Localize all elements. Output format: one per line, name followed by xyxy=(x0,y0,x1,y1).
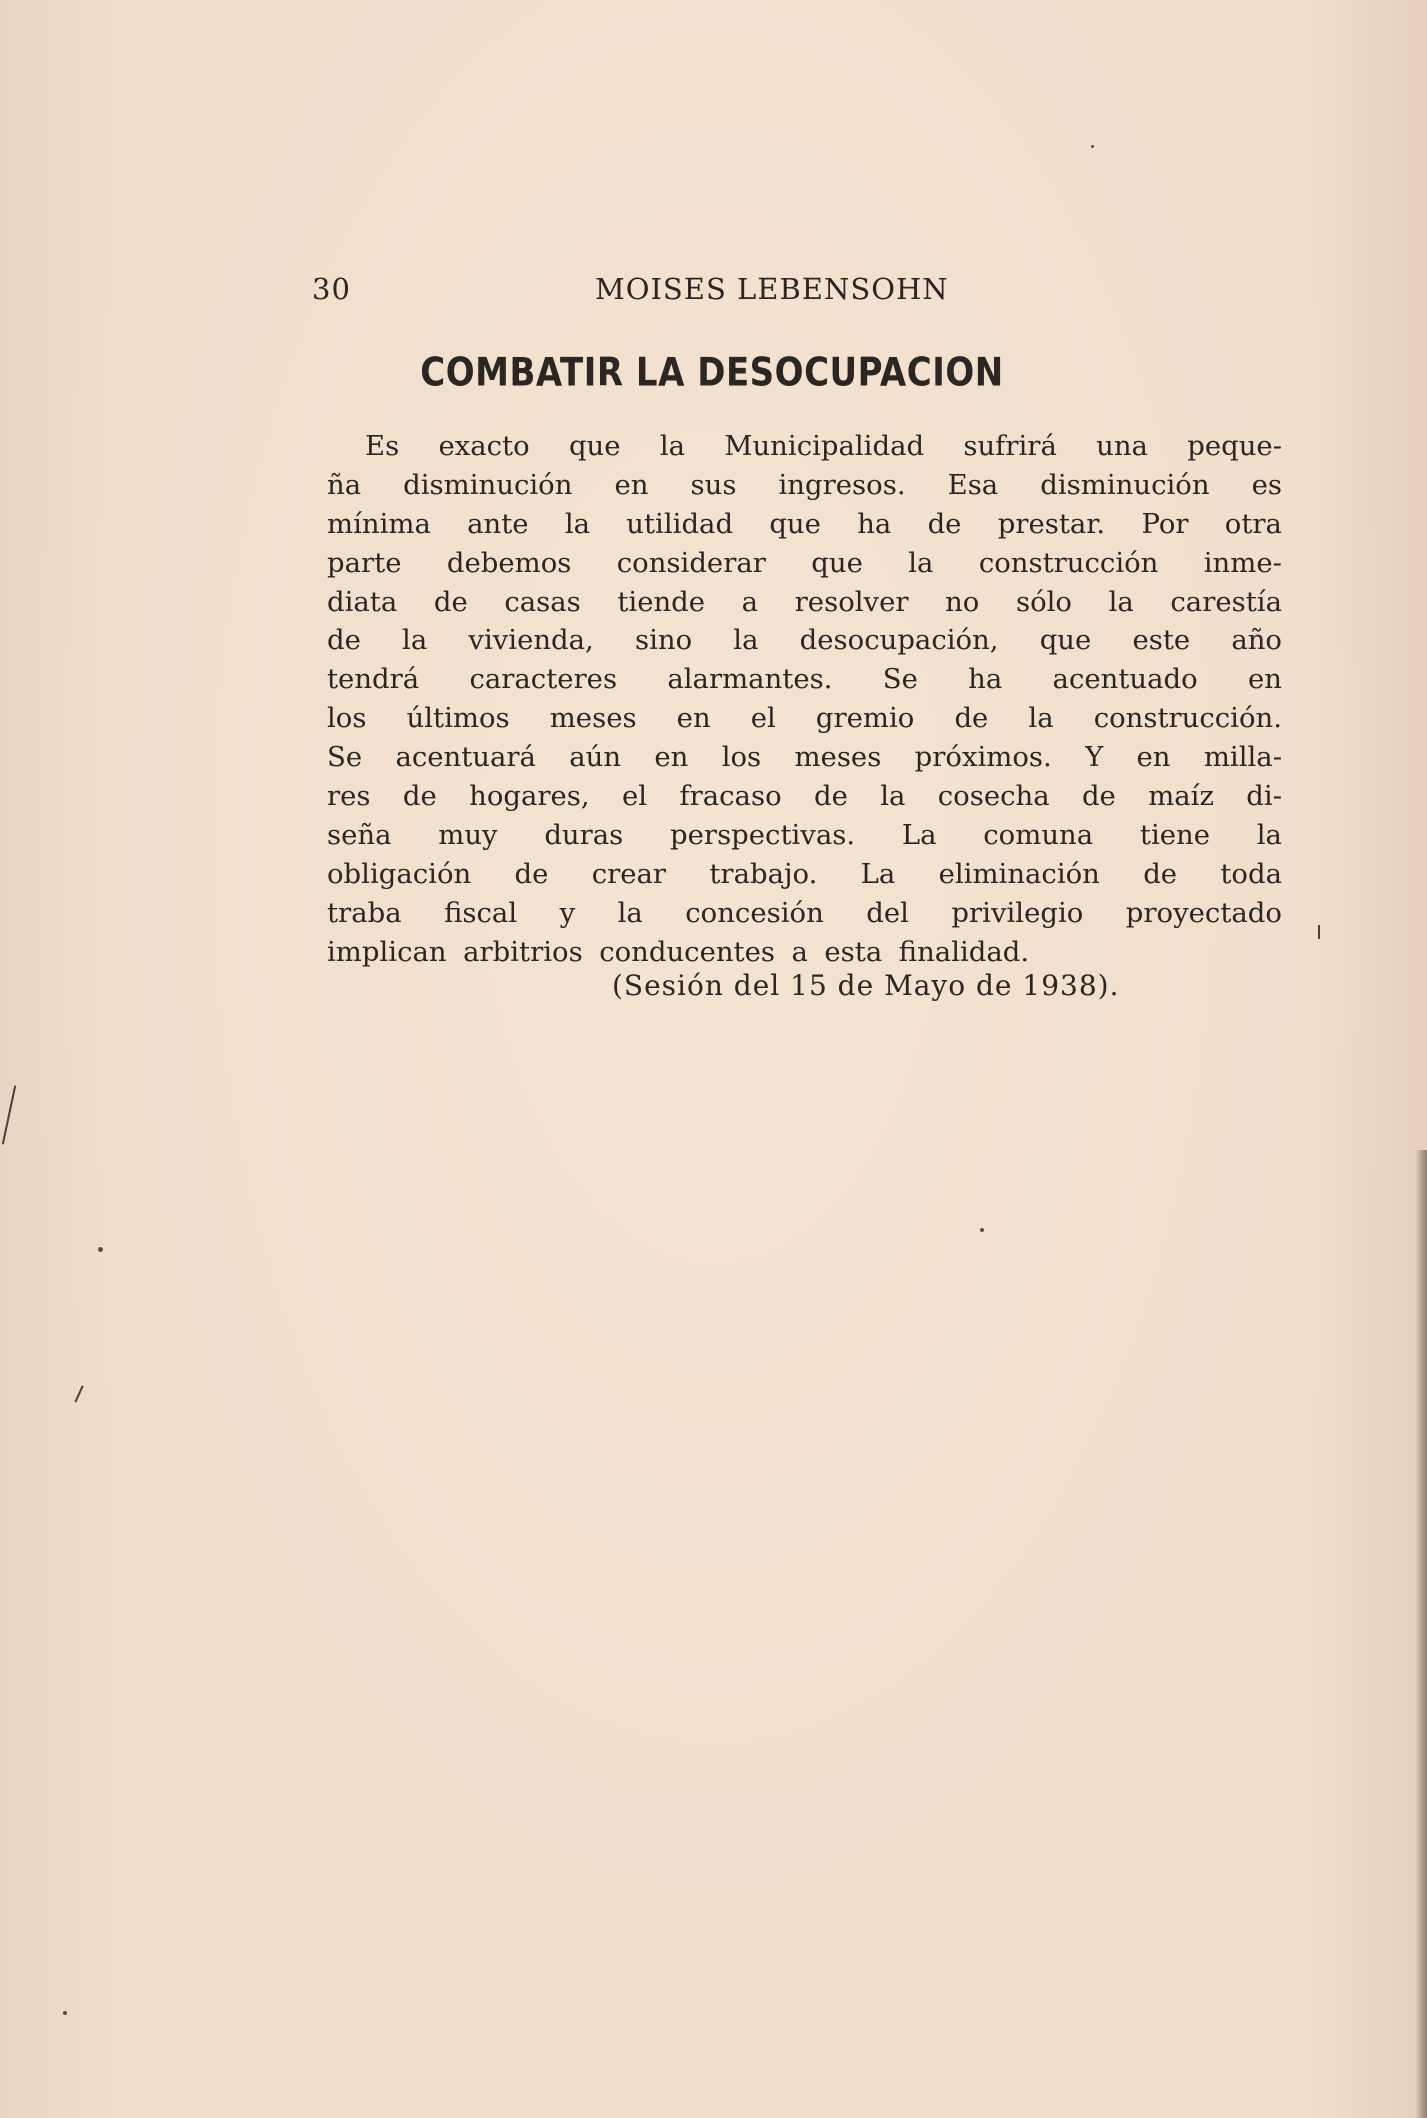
word: inme- xyxy=(1203,546,1282,579)
word: es xyxy=(1251,468,1282,501)
word: desocupación, xyxy=(799,624,999,657)
paragraph-line xyxy=(327,816,1282,855)
word: Se xyxy=(882,663,918,696)
word: traba xyxy=(327,896,402,929)
word: en xyxy=(676,702,711,735)
word: fracaso xyxy=(679,780,782,813)
word: Es xyxy=(365,430,400,462)
word: acentuará xyxy=(395,741,536,774)
word: peque- xyxy=(1187,430,1282,462)
word: Esa xyxy=(947,468,999,501)
paper-speck xyxy=(98,1247,103,1252)
running-head-author: MOISES LEBENSOHN xyxy=(595,272,949,306)
section-title: COMBATIR LA DESOCUPACION xyxy=(420,350,1004,396)
word: la xyxy=(733,624,759,657)
word: perspectivas. xyxy=(670,818,856,851)
word: Municipalidad xyxy=(724,430,925,462)
word: acentuado xyxy=(1052,663,1198,696)
word: resolver xyxy=(794,585,909,618)
word: maíz xyxy=(1148,780,1214,813)
word: ha xyxy=(857,507,892,540)
word: de xyxy=(514,857,549,890)
word: milla- xyxy=(1203,741,1282,774)
word: año xyxy=(1231,624,1282,657)
word: La xyxy=(901,818,937,851)
word: carestía xyxy=(1170,585,1282,618)
word: concesión xyxy=(685,896,824,929)
word: seña xyxy=(327,818,392,851)
paragraph-line xyxy=(327,505,1282,544)
word: en xyxy=(1247,663,1282,696)
word: de xyxy=(1081,780,1116,813)
word: de xyxy=(327,624,361,657)
word: di- xyxy=(1246,780,1282,813)
word: sus xyxy=(690,468,737,501)
word: vivienda, xyxy=(468,624,594,657)
word: cosecha xyxy=(937,780,1050,813)
word: la xyxy=(880,780,906,813)
word: diata xyxy=(327,585,398,618)
page-edge-shadow xyxy=(1415,1150,1427,2118)
word: mínima xyxy=(327,507,431,540)
word: la xyxy=(1256,818,1282,851)
paper-speck xyxy=(63,2011,67,2015)
word: de xyxy=(927,507,962,540)
page-number: 30 xyxy=(312,272,351,306)
word: sólo xyxy=(1015,585,1072,618)
margin-pencil-mark xyxy=(1318,925,1320,939)
word: privilegio xyxy=(951,896,1084,929)
word: implican xyxy=(327,935,447,968)
word: a xyxy=(741,585,759,618)
word: crear xyxy=(591,857,667,890)
word: la xyxy=(1028,702,1054,735)
margin-pencil-mark xyxy=(2,1085,16,1144)
word: esta xyxy=(824,935,883,968)
paragraph-line xyxy=(327,738,1282,777)
word: en xyxy=(1136,741,1171,774)
word: meses xyxy=(794,741,882,774)
margin-pencil-mark xyxy=(74,1385,83,1402)
paragraph-line xyxy=(327,933,1282,972)
word: construcción. xyxy=(1093,702,1282,735)
word: Se xyxy=(327,741,363,774)
word: ña xyxy=(327,468,362,501)
word: disminución xyxy=(1040,468,1210,501)
word: la xyxy=(402,624,428,657)
word: los xyxy=(327,702,367,735)
word: gremio xyxy=(815,702,915,735)
word: finalidad. xyxy=(898,935,1030,968)
word: la xyxy=(908,546,934,579)
word: que xyxy=(811,546,863,579)
paragraph-line xyxy=(327,660,1282,699)
paragraph-line xyxy=(327,427,1282,466)
word: tiene xyxy=(1139,818,1210,851)
word: del xyxy=(866,896,909,929)
word: este xyxy=(1132,624,1191,657)
word: en xyxy=(614,468,649,501)
word: considerar xyxy=(616,546,766,579)
paragraph-line xyxy=(327,583,1282,622)
word: construcción xyxy=(978,546,1159,579)
word: alarmantes. xyxy=(667,663,833,696)
word: hogares, xyxy=(469,780,590,813)
word: conducentes xyxy=(599,935,775,968)
word: toda xyxy=(1220,857,1282,890)
word: en xyxy=(654,741,689,774)
word: ingresos. xyxy=(778,468,906,501)
word: duras xyxy=(544,818,624,851)
word: que xyxy=(1039,624,1092,657)
word: sufrirá xyxy=(963,430,1057,462)
word: caracteres xyxy=(469,663,618,696)
word: obligación xyxy=(327,857,472,890)
word: arbitrios xyxy=(463,935,583,968)
word: los xyxy=(721,741,762,774)
word: la xyxy=(659,430,686,462)
word: parte xyxy=(327,546,402,579)
word: y xyxy=(559,896,576,929)
paper-speck xyxy=(980,1228,984,1232)
word: eliminación xyxy=(938,857,1100,890)
word: tendrá xyxy=(327,663,420,696)
word: a xyxy=(791,935,808,968)
word: sino xyxy=(634,624,693,657)
word: la xyxy=(1108,585,1134,618)
word: ante xyxy=(467,507,529,540)
word: que xyxy=(769,507,821,540)
word: utilidad xyxy=(626,507,734,540)
word: tiende xyxy=(617,585,706,618)
word: ha xyxy=(968,663,1003,696)
word: de xyxy=(954,702,989,735)
word: casas xyxy=(504,585,581,618)
word: muy xyxy=(438,818,498,851)
word: el xyxy=(622,780,648,813)
word: la xyxy=(564,507,591,540)
word: la xyxy=(617,896,643,929)
session-date-signoff: (Sesión del 15 de Mayo de 1938). xyxy=(612,969,1120,1002)
word: debemos xyxy=(446,546,572,579)
paragraph-line xyxy=(327,544,1282,583)
word: comuna xyxy=(983,818,1094,851)
word: que xyxy=(568,430,621,462)
paragraph-line xyxy=(327,699,1282,738)
word: una xyxy=(1096,430,1148,462)
word: prestar. xyxy=(997,507,1106,540)
word: el xyxy=(750,702,776,735)
word: exacto xyxy=(438,430,530,462)
paragraph-line xyxy=(327,855,1282,894)
word: de xyxy=(402,780,437,813)
word: fiscal xyxy=(444,896,518,929)
word: trabajo. xyxy=(709,857,818,890)
word: Y xyxy=(1085,741,1104,774)
word: de xyxy=(1143,857,1178,890)
word: de xyxy=(813,780,848,813)
paragraph-line xyxy=(327,466,1282,505)
word: meses xyxy=(549,702,637,735)
paper-speck xyxy=(1091,145,1094,148)
paragraph-line xyxy=(327,621,1282,660)
word: últimos xyxy=(406,702,510,735)
word: res xyxy=(327,780,371,813)
word: de xyxy=(433,585,468,618)
word: Por xyxy=(1141,507,1189,540)
word: otra xyxy=(1224,507,1282,540)
word: proyectado xyxy=(1125,896,1282,929)
word: La xyxy=(860,857,896,890)
page-header xyxy=(312,272,1032,312)
paragraph-line xyxy=(327,894,1282,933)
word: próximos. xyxy=(914,741,1052,774)
paragraph-line xyxy=(327,777,1282,816)
word: aún xyxy=(569,741,622,774)
word: no xyxy=(945,585,980,618)
body-paragraph xyxy=(327,427,1282,971)
word: disminución xyxy=(403,468,573,501)
